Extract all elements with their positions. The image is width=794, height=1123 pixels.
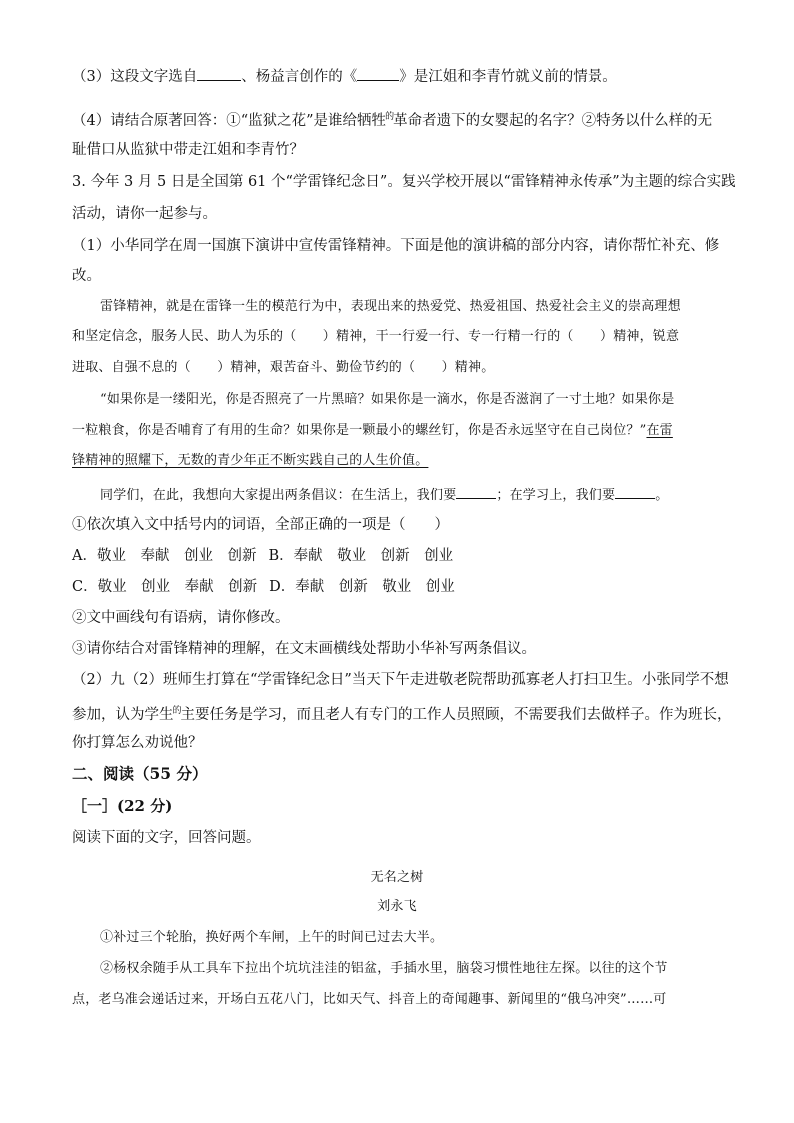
article-paragraph-2-line-2: 点，老乌准会递话过来，开场白五花八门，比如天气、抖音上的奇闻趣事、新闻里的“俄乌冲突”……可 xyxy=(72,992,667,1007)
section-2-heading: 二、阅读（55 分） xyxy=(72,764,208,783)
option-d[interactable]: D．奉献 创新 敬业 创业 xyxy=(269,579,455,595)
q3-part3-text-b: 、杨益言创作的《 xyxy=(241,69,358,85)
speech-para1-line-2: 和坚定信念，服务人民、助人为乐的（ ）精神，干一行爱一行、专一行精一行的（ ）精神，锐意 xyxy=(72,329,680,344)
article-author: 刘永飞 xyxy=(377,899,417,914)
speech-para2-line-2 xyxy=(72,421,732,441)
question-3-line-1: 3. 今年 3 月 5 日是全国第 61 个“学雷锋纪念日”。复兴学校开展以“雷锋精神永传承”为主题的综合实践 xyxy=(72,174,736,190)
article-paragraph-2-line-1: ②杨权余随手从工具车下拉出个坑坑洼洼的铝盆，手插水里，脑袋习惯性地往左探。以往的这个节 xyxy=(100,961,668,976)
q3-part4-line-1 xyxy=(72,107,732,131)
option-c[interactable]: C．敬业 创业 奉献 创新 xyxy=(72,579,258,595)
answer-blank-novel-title[interactable] xyxy=(357,66,399,81)
speech-para2-line-3 xyxy=(72,451,732,471)
reading-instruction: 阅读下面的文字，回答问题。 xyxy=(72,830,261,846)
sub-question-2: ②文中画线句有语病，请你修改。 xyxy=(72,610,290,626)
q3-part4-text-a: （4）请结合原著回答：①“监狱之花”是谁给牺牲 xyxy=(72,113,387,129)
sub-question-3: ③请你结合对雷锋精神的理解，在文末画横线处帮助小华补写两条倡议。 xyxy=(72,641,536,657)
answer-blank-life[interactable] xyxy=(456,484,496,499)
q3-part4-line-2: 耻借口从监狱中带走江姐和李青竹？ xyxy=(72,142,304,158)
speech-para1-line-1: 雷锋精神，就是在雷锋一生的模范行为中，表现出来的热爱党、热爱祖国、热爱社会主义的崇高理想 xyxy=(100,299,681,314)
q3-part4-text-b: 革命者遗下的女婴起的名字？②特务以什么样的无 xyxy=(393,113,713,129)
question-3-part2-line-2 xyxy=(72,701,732,725)
question-3-line-2: 活动，请你一起参与。 xyxy=(72,206,217,222)
options-row-cd xyxy=(72,577,732,597)
option-b[interactable]: B．奉献 敬业 创新 创业 xyxy=(268,548,454,564)
question-3-part1-line-1: （1）小华同学在周一国旗下演讲中宣传雷锋精神。下面是他的演讲稿的部分内容，请你帮忙补充、修 xyxy=(72,238,720,254)
part2-text-b: 主要任务是学习，而且老人有专门的工作人员照顾，不需要我们去做样子。作为班长， xyxy=(180,707,732,723)
speech-para3-line xyxy=(100,484,732,506)
section-2-subheading: ［一］(22 分) xyxy=(72,797,173,815)
speech-para3-text-a: 同学们，在此，我想向大家提出两条倡议：在生活上，我们要 xyxy=(100,488,457,503)
part2-superscript: 的 xyxy=(172,706,182,716)
sub-question-1: ①依次填入文中括号内的词语，全部正确的一项是（ ） xyxy=(72,517,449,533)
speech-para3-text-b: ；在学习上，我们要 xyxy=(496,488,616,503)
answer-blank-study[interactable] xyxy=(615,484,655,499)
part2-text-a: 参加，认为学生 xyxy=(72,707,174,723)
q3-part4-superscript: 的 xyxy=(385,112,395,122)
question-3-part2-line-1: （2）九（2）班师生打算在“学雷锋纪念日”当天下午走进敬老院帮助孤寡老人打扫卫生。小张同学不想 xyxy=(72,672,729,688)
q3-part3-text-a: （3）这段文字选自 xyxy=(72,69,198,85)
q3-part3-line xyxy=(72,66,732,87)
speech-para3-text-c: 。 xyxy=(655,488,669,503)
article-title: 无名之树 xyxy=(370,870,424,885)
speech-para2-text: 一粒粮食，你是否哺育了有用的生命？如果你是一颗最小的螺丝钉，你是否永远坚守在自己岗位？” xyxy=(72,423,647,438)
underlined-sentence-start: 在雷 xyxy=(646,423,673,438)
q3-part3-text-c: 》是江姐和李青竹就义前的情景。 xyxy=(399,69,617,85)
answer-blank-novel-author[interactable] xyxy=(197,66,241,81)
question-3-part2-line-3: 你打算怎么劝说他？ xyxy=(72,735,203,751)
option-a[interactable]: A．敬业 奉献 创业 创新 xyxy=(72,548,257,564)
question-3-part1-line-2: 改。 xyxy=(72,268,101,284)
speech-para2-line-1: “如果你是一缕阳光，你是否照亮了一片黑暗？如果你是一滴水，你是否滋润了一寸土地？如果你是 xyxy=(100,392,675,407)
underlined-sentence-end: 锋精神的照耀下，无数的青少年正不断实践自己的人生价值。 xyxy=(72,453,429,468)
options-row-ab xyxy=(72,546,732,566)
article-paragraph-1: ①补过三个轮胎，换好两个车闸，上午的时间已过去大半。 xyxy=(100,930,444,945)
speech-para1-line-3: 进取、自强不息的（ ）精神，艰苦奋斗、勤俭节约的（ ）精神。 xyxy=(72,360,495,375)
